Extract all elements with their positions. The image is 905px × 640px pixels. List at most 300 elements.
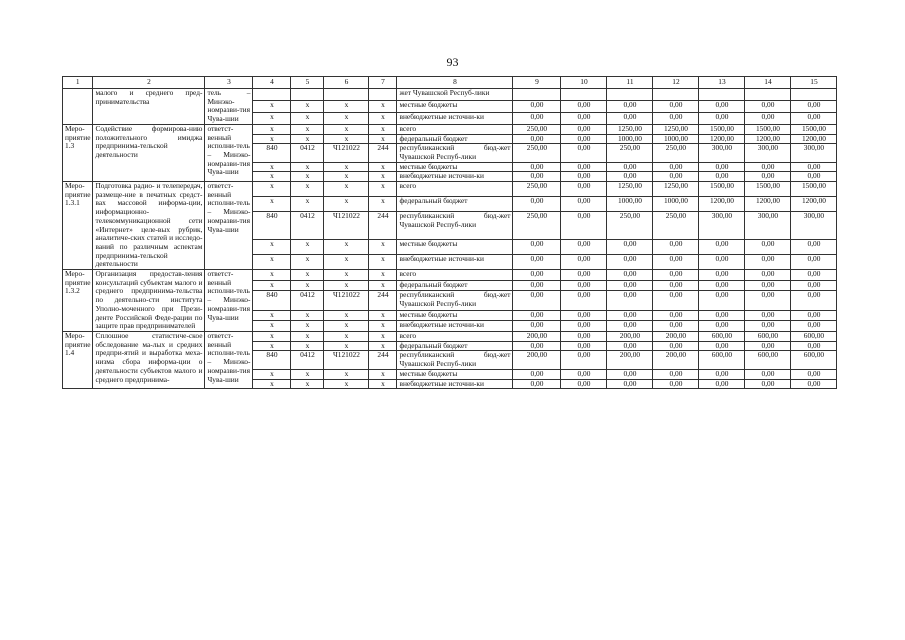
column-header: 5 [291, 77, 324, 89]
amount-cell: 300,00 [745, 211, 791, 239]
amount-cell: 0,00 [791, 310, 837, 321]
amount-cell: 0,00 [607, 112, 653, 124]
amount-cell: 0,00 [653, 280, 699, 291]
amount-cell: 0,00 [607, 270, 653, 281]
amount-cell: 250,00 [653, 144, 699, 162]
funding-source-cell: местные бюджеты [397, 369, 513, 379]
amount-cell: 0,00 [561, 182, 607, 197]
code-cell: х [253, 100, 291, 112]
column-header: 12 [653, 77, 699, 89]
code-cell [253, 89, 291, 101]
code-cell: х [253, 240, 291, 255]
amount-cell: 0,00 [513, 134, 561, 144]
code-cell: х [291, 341, 324, 351]
code-cell: х [369, 280, 397, 291]
amount-cell: 1200,00 [699, 134, 745, 144]
code-cell: х [369, 369, 397, 379]
amount-cell: 200,00 [513, 331, 561, 341]
amount-cell: 0,00 [513, 270, 561, 281]
table-row [63, 124, 837, 134]
funding-source-cell: всего [397, 124, 513, 134]
amount-cell: 0,00 [607, 162, 653, 172]
code-cell: х [324, 270, 369, 281]
code-cell: х [253, 172, 291, 182]
amount-cell: 0,00 [745, 100, 791, 112]
code-cell: х [291, 379, 324, 389]
amount-cell [699, 89, 745, 101]
code-cell: 0412 [291, 211, 324, 239]
amount-cell: 0,00 [561, 134, 607, 144]
code-cell: х [324, 124, 369, 134]
code-cell: х [291, 182, 324, 197]
amount-cell: 0,00 [653, 240, 699, 255]
funding-source-cell: местные бюджеты [397, 162, 513, 172]
amount-cell: 1250,00 [607, 124, 653, 134]
code-cell: х [324, 321, 369, 332]
funding-source-cell: внебюджетные источни-ки [397, 379, 513, 389]
amount-cell: 0,00 [791, 379, 837, 389]
code-cell: х [291, 270, 324, 281]
amount-cell: 0,00 [699, 369, 745, 379]
code-cell: х [369, 172, 397, 182]
amount-cell: 0,00 [699, 240, 745, 255]
code-cell: х [324, 134, 369, 144]
description-cell: Сплошное статистиче-ское обследование ма-лых и средних предпри-ятий и выработка меха-низма сбора информа-ции о деятельности субъектов малого и среднего предпринима- [93, 331, 205, 388]
code-cell: х [369, 341, 397, 351]
code-cell: х [369, 331, 397, 341]
amount-cell: 0,00 [653, 379, 699, 389]
amount-cell: 0,00 [561, 270, 607, 281]
code-cell: 0412 [291, 291, 324, 311]
amount-cell: 0,00 [513, 321, 561, 332]
budget-table [62, 76, 837, 389]
funding-source-cell: местные бюджеты [397, 100, 513, 112]
code-cell: х [369, 196, 397, 211]
amount-cell: 0,00 [607, 172, 653, 182]
amount-cell: 300,00 [745, 144, 791, 162]
code-cell: 0412 [291, 351, 324, 369]
column-header: 3 [205, 77, 253, 89]
code-cell: х [324, 280, 369, 291]
column-header: 1 [63, 77, 93, 89]
funding-source-cell: местные бюджеты [397, 240, 513, 255]
amount-cell: 600,00 [791, 331, 837, 341]
amount-cell: 200,00 [513, 351, 561, 369]
amount-cell: 250,00 [653, 211, 699, 239]
code-cell: 840 [253, 211, 291, 239]
amount-cell [607, 89, 653, 101]
code-cell: х [369, 310, 397, 321]
amount-cell: 0,00 [699, 112, 745, 124]
amount-cell: 200,00 [607, 331, 653, 341]
table-row [63, 182, 837, 197]
amount-cell [653, 89, 699, 101]
table-row [63, 89, 837, 101]
amount-cell: 0,00 [607, 379, 653, 389]
code-cell: х [291, 112, 324, 124]
code-cell: х [369, 270, 397, 281]
amount-cell: 0,00 [791, 162, 837, 172]
code-cell: х [253, 280, 291, 291]
code-cell: х [291, 310, 324, 321]
code-cell: Ч121022 [324, 291, 369, 311]
code-cell: х [291, 240, 324, 255]
code-cell: х [253, 379, 291, 389]
amount-cell: 0,00 [513, 196, 561, 211]
amount-cell: 0,00 [561, 144, 607, 162]
code-cell: х [369, 162, 397, 172]
amount-cell: 0,00 [699, 379, 745, 389]
code-cell: х [253, 341, 291, 351]
amount-cell: 0,00 [513, 280, 561, 291]
amount-cell: 0,00 [607, 310, 653, 321]
responsible-cell: тель – Минэко-номразви-тия Чува-шии [205, 89, 253, 125]
amount-cell: 250,00 [513, 144, 561, 162]
responsible-cell: ответст-венный исполни-тель – Минэко-номразви-тия Чува-шии [205, 124, 253, 181]
amount-cell: 1500,00 [699, 182, 745, 197]
amount-cell: 0,00 [745, 172, 791, 182]
amount-cell: 300,00 [791, 211, 837, 239]
amount-cell: 0,00 [607, 240, 653, 255]
amount-cell: 0,00 [561, 172, 607, 182]
amount-cell: 0,00 [699, 270, 745, 281]
amount-cell: 0,00 [607, 291, 653, 311]
amount-cell: 0,00 [561, 112, 607, 124]
funding-source-cell: внебюджетные источни-ки [397, 172, 513, 182]
description-cell: Подготовка радио- и телепередач, размеще-ние в печатных средст-вах массовой информа-ции, информационно-телекоммуникационной сети «Интернет» целе-вых рубрик, аналитиче-ских статей и исследо-ваний по различным аспектам предпринима-тельской деятельности [93, 182, 205, 270]
measure-cell: Меро-приятие 1.4 [63, 331, 93, 388]
amount-cell: 0,00 [745, 280, 791, 291]
amount-cell: 1500,00 [699, 124, 745, 134]
amount-cell: 0,00 [561, 240, 607, 255]
code-cell: х [291, 162, 324, 172]
code-cell: х [291, 331, 324, 341]
code-cell: х [253, 134, 291, 144]
code-cell: 840 [253, 144, 291, 162]
amount-cell: 0,00 [561, 341, 607, 351]
code-cell: х [253, 310, 291, 321]
code-cell: х [253, 124, 291, 134]
amount-cell: 0,00 [561, 310, 607, 321]
code-cell: х [253, 112, 291, 124]
funding-source-cell: местные бюджеты [397, 310, 513, 321]
amount-cell: 1250,00 [607, 182, 653, 197]
amount-cell: 0,00 [513, 100, 561, 112]
code-cell: х [253, 270, 291, 281]
funding-source-cell: республиканский бюд-жет Чувашской Респуб-лики [397, 291, 513, 311]
code-cell: х [291, 100, 324, 112]
responsible-cell: ответст-венный исполни-тель – Минэко-номразви-тия Чува-шии [205, 331, 253, 388]
code-cell: Ч121022 [324, 144, 369, 162]
table-row [63, 331, 837, 341]
code-cell: х [324, 369, 369, 379]
amount-cell: 1250,00 [653, 182, 699, 197]
amount-cell: 0,00 [513, 172, 561, 182]
amount-cell: 0,00 [745, 379, 791, 389]
funding-source-cell: федеральный бюджет [397, 341, 513, 351]
amount-cell: 600,00 [791, 351, 837, 369]
column-header: 7 [369, 77, 397, 89]
amount-cell [513, 89, 561, 101]
column-header: 9 [513, 77, 561, 89]
amount-cell: 0,00 [791, 280, 837, 291]
code-cell: х [369, 124, 397, 134]
amount-cell: 0,00 [745, 310, 791, 321]
amount-cell: 0,00 [653, 100, 699, 112]
amount-cell: 1200,00 [791, 134, 837, 144]
amount-cell: 0,00 [653, 369, 699, 379]
amount-cell [561, 89, 607, 101]
column-header: 11 [607, 77, 653, 89]
amount-cell: 0,00 [561, 280, 607, 291]
amount-cell [745, 89, 791, 101]
funding-source-cell: внебюджетные источни-ки [397, 112, 513, 124]
amount-cell: 1500,00 [791, 182, 837, 197]
amount-cell: 1000,00 [653, 134, 699, 144]
funding-source-cell: республиканский бюд-жет Чувашской Респуб-лики [397, 144, 513, 162]
code-cell: х [291, 369, 324, 379]
amount-cell: 0,00 [561, 331, 607, 341]
code-cell: х [324, 310, 369, 321]
column-header: 15 [791, 77, 837, 89]
amount-cell: 1200,00 [791, 196, 837, 211]
amount-cell: 0,00 [699, 100, 745, 112]
funding-source-cell: республиканский бюд-жет Чувашской Респуб-лики [397, 211, 513, 239]
amount-cell: 0,00 [791, 112, 837, 124]
amount-cell: 0,00 [607, 341, 653, 351]
amount-cell: 0,00 [699, 280, 745, 291]
code-cell [291, 89, 324, 101]
amount-cell: 0,00 [607, 255, 653, 270]
amount-cell: 0,00 [791, 369, 837, 379]
code-cell: х [253, 196, 291, 211]
code-cell: х [291, 124, 324, 134]
funding-source-cell: федеральный бюджет [397, 134, 513, 144]
code-cell: х [324, 379, 369, 389]
amount-cell: 250,00 [607, 211, 653, 239]
amount-cell: 200,00 [607, 351, 653, 369]
code-cell: х [253, 331, 291, 341]
description-cell: Содействие формирова-нию положительного имиджа предпринима-тельской деятельности [93, 124, 205, 181]
amount-cell: 0,00 [653, 310, 699, 321]
amount-cell: 0,00 [561, 162, 607, 172]
amount-cell: 200,00 [653, 331, 699, 341]
amount-cell: 0,00 [513, 162, 561, 172]
amount-cell: 0,00 [745, 369, 791, 379]
amount-cell: 0,00 [791, 255, 837, 270]
amount-cell: 0,00 [791, 172, 837, 182]
measure-cell: Меро-приятие 1.3 [63, 124, 93, 181]
amount-cell: 0,00 [745, 270, 791, 281]
amount-cell: 1000,00 [653, 196, 699, 211]
code-cell: х [324, 162, 369, 172]
code-cell: 840 [253, 291, 291, 311]
amount-cell: 0,00 [561, 124, 607, 134]
amount-cell: 0,00 [699, 341, 745, 351]
amount-cell: 0,00 [513, 112, 561, 124]
amount-cell: 0,00 [561, 211, 607, 239]
code-cell: х [324, 196, 369, 211]
measure-cell: Меро-приятие 1.3.2 [63, 270, 93, 332]
code-cell: х [291, 196, 324, 211]
funding-source-cell: всего [397, 270, 513, 281]
amount-cell: 0,00 [745, 162, 791, 172]
amount-cell: 0,00 [607, 100, 653, 112]
amount-cell: 1500,00 [745, 182, 791, 197]
amount-cell: 0,00 [561, 255, 607, 270]
amount-cell: 600,00 [699, 331, 745, 341]
amount-cell: 250,00 [513, 124, 561, 134]
amount-cell: 0,00 [791, 100, 837, 112]
amount-cell: 0,00 [653, 112, 699, 124]
amount-cell: 0,00 [745, 291, 791, 311]
amount-cell: 0,00 [561, 291, 607, 311]
code-cell: х [253, 162, 291, 172]
code-cell: х [369, 379, 397, 389]
code-cell: х [291, 321, 324, 332]
amount-cell: 1000,00 [607, 196, 653, 211]
description-cell: малого и среднего пред-принимательства [93, 89, 205, 125]
code-cell: х [324, 172, 369, 182]
amount-cell: 0,00 [513, 240, 561, 255]
description-cell: Организация предостав-ления консультаций субъектам малого и среднего предпринима-тельства по деятельно-сти института Уполно-моченного при Прези-денте Российской Феде-рации по защите прав предпринимателей [93, 270, 205, 332]
amount-cell: 0,00 [513, 379, 561, 389]
header-row [63, 77, 837, 89]
code-cell: х [369, 240, 397, 255]
amount-cell: 0,00 [699, 310, 745, 321]
amount-cell: 0,00 [513, 310, 561, 321]
amount-cell: 0,00 [653, 270, 699, 281]
code-cell: 244 [369, 211, 397, 239]
amount-cell: 0,00 [561, 196, 607, 211]
code-cell: х [324, 240, 369, 255]
code-cell: х [369, 255, 397, 270]
code-cell: х [324, 341, 369, 351]
amount-cell: 250,00 [607, 144, 653, 162]
column-header: 6 [324, 77, 369, 89]
column-header: 2 [93, 77, 205, 89]
amount-cell: 300,00 [791, 144, 837, 162]
code-cell: х [324, 100, 369, 112]
funding-source-cell: всего [397, 182, 513, 197]
amount-cell: 1000,00 [607, 134, 653, 144]
amount-cell: 0,00 [745, 341, 791, 351]
amount-cell: 0,00 [699, 255, 745, 270]
amount-cell: 0,00 [513, 341, 561, 351]
measure-cell [63, 89, 93, 125]
code-cell: х [253, 255, 291, 270]
amount-cell: 600,00 [745, 351, 791, 369]
amount-cell: 0,00 [699, 291, 745, 311]
column-header: 10 [561, 77, 607, 89]
code-cell [324, 89, 369, 101]
funding-source-cell: федеральный бюджет [397, 196, 513, 211]
column-header: 4 [253, 77, 291, 89]
amount-cell: 0,00 [561, 351, 607, 369]
amount-cell: 0,00 [607, 369, 653, 379]
code-cell: х [324, 182, 369, 197]
amount-cell: 0,00 [745, 321, 791, 332]
amount-cell: 0,00 [607, 280, 653, 291]
amount-cell: 1200,00 [699, 196, 745, 211]
column-header: 8 [397, 77, 513, 89]
amount-cell: 1500,00 [745, 124, 791, 134]
amount-cell: 250,00 [513, 211, 561, 239]
code-cell: 0412 [291, 144, 324, 162]
code-cell: х [291, 172, 324, 182]
responsible-cell: ответст-венный исполни-тель – Минэко-номразви-тия Чува-шии [205, 182, 253, 270]
amount-cell: 600,00 [699, 351, 745, 369]
amount-cell: 0,00 [561, 100, 607, 112]
amount-cell: 0,00 [791, 341, 837, 351]
code-cell: х [291, 280, 324, 291]
code-cell: Ч121022 [324, 211, 369, 239]
table-row [63, 270, 837, 281]
funding-source-cell: всего [397, 331, 513, 341]
measure-cell: Меро-приятие 1.3.1 [63, 182, 93, 270]
code-cell: х [253, 182, 291, 197]
amount-cell: 0,00 [653, 291, 699, 311]
amount-cell: 0,00 [561, 321, 607, 332]
amount-cell: 1200,00 [745, 134, 791, 144]
amount-cell: 0,00 [699, 321, 745, 332]
code-cell: х [369, 134, 397, 144]
code-cell: х [291, 255, 324, 270]
amount-cell [791, 89, 837, 101]
amount-cell: 1200,00 [745, 196, 791, 211]
amount-cell: 0,00 [699, 162, 745, 172]
amount-cell: 300,00 [699, 211, 745, 239]
amount-cell: 250,00 [513, 182, 561, 197]
code-cell: х [324, 112, 369, 124]
amount-cell: 1250,00 [653, 124, 699, 134]
code-cell: х [324, 331, 369, 341]
amount-cell: 600,00 [745, 331, 791, 341]
amount-cell: 0,00 [607, 321, 653, 332]
code-cell: х [291, 134, 324, 144]
amount-cell: 0,00 [653, 341, 699, 351]
amount-cell: 0,00 [561, 379, 607, 389]
amount-cell: 0,00 [791, 270, 837, 281]
amount-cell: 0,00 [653, 321, 699, 332]
column-header: 14 [745, 77, 791, 89]
funding-source-cell: федеральный бюджет [397, 280, 513, 291]
amount-cell: 300,00 [699, 144, 745, 162]
code-cell: 244 [369, 144, 397, 162]
page-number: 93 [446, 55, 459, 69]
amount-cell: 1500,00 [791, 124, 837, 134]
code-cell: Ч121022 [324, 351, 369, 369]
amount-cell: 0,00 [653, 162, 699, 172]
funding-source-cell: внебюджетные источни-ки [397, 255, 513, 270]
code-cell: 244 [369, 291, 397, 311]
amount-cell: 0,00 [745, 255, 791, 270]
code-cell: 244 [369, 351, 397, 369]
amount-cell: 0,00 [791, 321, 837, 332]
code-cell: 840 [253, 351, 291, 369]
code-cell: х [253, 321, 291, 332]
funding-source-cell: жет Чувашской Респуб-лики [397, 89, 513, 101]
responsible-cell: ответст-венный исполни-тель – Минэко-номразви-тия Чува-шии [205, 270, 253, 332]
code-cell: х [369, 321, 397, 332]
amount-cell: 200,00 [653, 351, 699, 369]
code-cell: х [253, 369, 291, 379]
amount-cell: 0,00 [561, 369, 607, 379]
amount-cell: 0,00 [513, 291, 561, 311]
amount-cell: 0,00 [745, 112, 791, 124]
code-cell: х [324, 255, 369, 270]
amount-cell: 0,00 [791, 240, 837, 255]
